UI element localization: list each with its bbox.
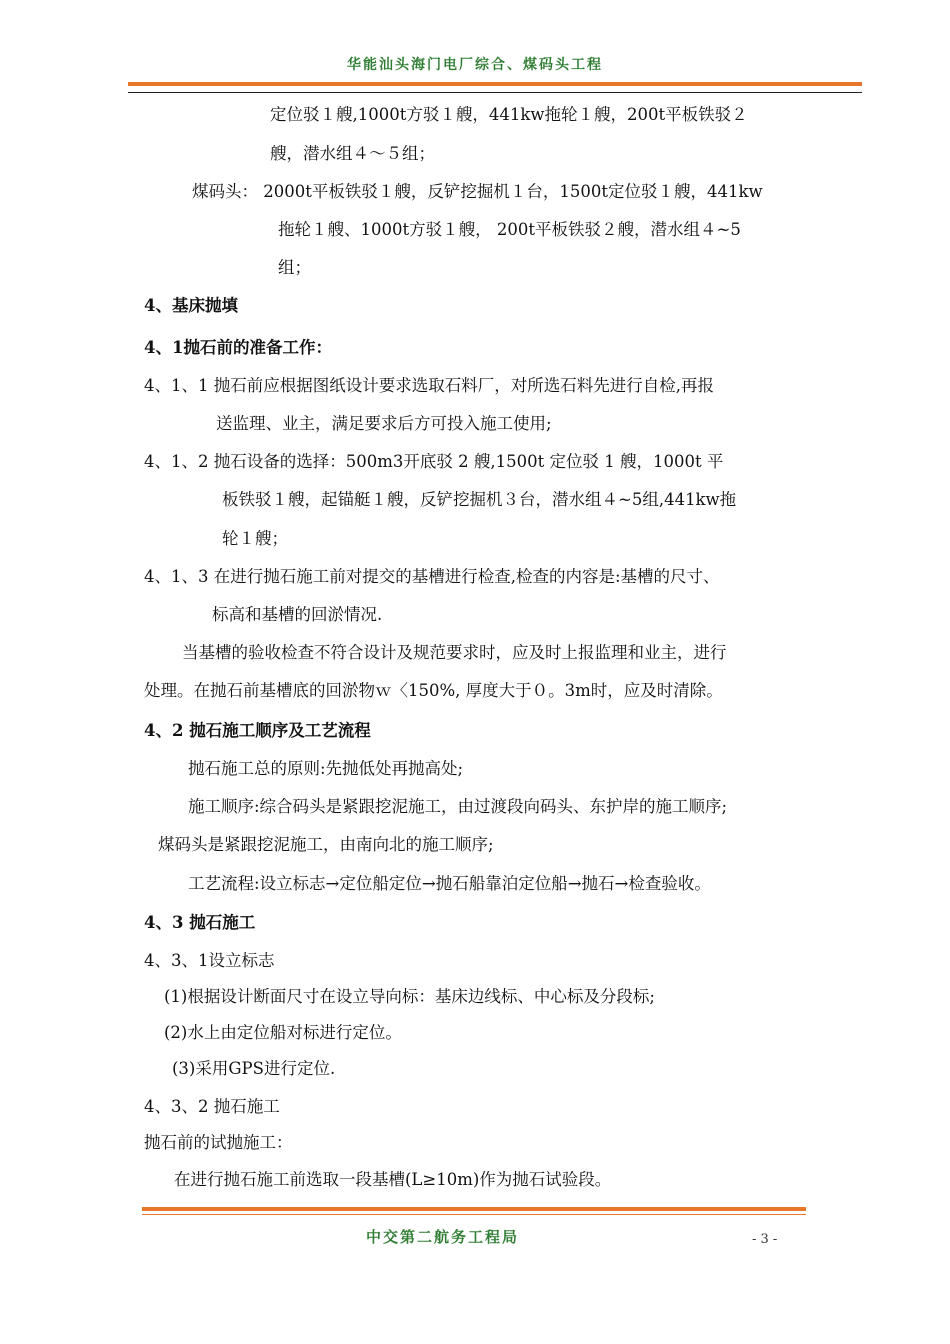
body-line-5: 组； bbox=[278, 258, 311, 277]
body-line-27: 4、3、2 抛石施工 bbox=[144, 1097, 280, 1116]
section-heading-4-2: 4、2 抛石施工顺序及工艺流程 bbox=[144, 721, 371, 740]
body-line-28: 抛石前的试抛施工： bbox=[144, 1133, 293, 1152]
body-line-9: 送监理、业主，满足要求后方可投入施工使用; bbox=[216, 414, 552, 433]
section-heading-4-3: 4、3 抛石施工 bbox=[144, 913, 256, 932]
body-line-21: 工艺流程:设立标志→定位船定位→抛石船靠泊定位船→抛石→检查验收。 bbox=[188, 874, 711, 893]
body-line-1: 定位驳１艘,1000t方驳１艘，441kw拖轮１艘，200t平板铁驳２ bbox=[270, 105, 748, 124]
body-line-20: 煤码头是紧跟挖泥施工，由南向北的施工顺序; bbox=[158, 835, 494, 854]
body-line-19: 施工顺序:综合码头是紧跟挖泥施工，由过渡段向码头、东护岸的施工顺序; bbox=[188, 797, 728, 816]
body-line-13: 4、1、3 在进行抛石施工前对提交的基槽进行检查,检查的内容是:基槽的尺寸、 bbox=[144, 567, 720, 586]
body-line-10: 4、1、2 抛石设备的选择：500m3开底驳 2 艘,1500t 定位驳 1 艘，1000t 平 bbox=[144, 452, 724, 471]
page-header-title: 华能汕头海门电厂综合、煤码头工程 bbox=[347, 57, 603, 73]
body-line-12: 轮１艘； bbox=[222, 529, 288, 548]
body-line-25: (2)水上由定位船对标进行定位。 bbox=[164, 1023, 402, 1042]
body-line-18: 抛石施工总的原则:先抛低处再抛高处; bbox=[188, 759, 464, 778]
body-line-14: 标高和基槽的回淤情况. bbox=[212, 605, 383, 624]
page-number: - 3 - bbox=[752, 1232, 778, 1247]
body-line-4: 拖轮１艘、1000t方驳１艘， 200t平板铁驳２艘，潜水组４~5 bbox=[278, 220, 741, 239]
body-line-2: 艘，潜水组４～５组； bbox=[270, 144, 435, 163]
footer-organization: 中交第二航务工程局 bbox=[365, 1228, 519, 1246]
body-line-24: (1)根据设计断面尺寸在设立导向标：基床边线标、中心标及分段标; bbox=[164, 987, 655, 1006]
body-line-11: 板铁驳１艘，起锚艇１艘，反铲挖掘机３台，潜水组４~5组,441kw拖 bbox=[222, 490, 737, 509]
footer-thin-rule bbox=[142, 1214, 806, 1215]
body-line-23: 4、3、1设立标志 bbox=[144, 951, 275, 970]
body-line-26: (3)采用GPS进行定位. bbox=[172, 1059, 336, 1078]
section-heading-4-1: 4、1抛石前的准备工作： bbox=[144, 338, 332, 357]
body-line-8: 4、1、1 抛石前应根据图纸设计要求选取石料厂，对所选石料先进行自检,再报 bbox=[144, 376, 714, 395]
header-orange-rule bbox=[128, 82, 862, 86]
header-black-rule bbox=[128, 92, 862, 93]
body-line-29: 在进行抛石施工前选取一段基槽(L≥10m)作为抛石试验段。 bbox=[174, 1170, 612, 1189]
body-line-3: 煤码头： 2000t平板铁驳１艘，反铲挖掘机１台，1500t定位驳１艘，441kw bbox=[192, 182, 763, 201]
body-line-16: 处理。在抛石前基槽底的回淤物ｗ〈150%, 厚度大于０。3m时，应及时清除。 bbox=[144, 681, 723, 700]
footer-orange-rule bbox=[142, 1207, 806, 1211]
body-line-15: 当基槽的验收检查不符合设计及规范要求时，应及时上报监理和业主，进行 bbox=[182, 643, 727, 662]
section-heading-4: 4、基床抛填 bbox=[144, 296, 238, 315]
